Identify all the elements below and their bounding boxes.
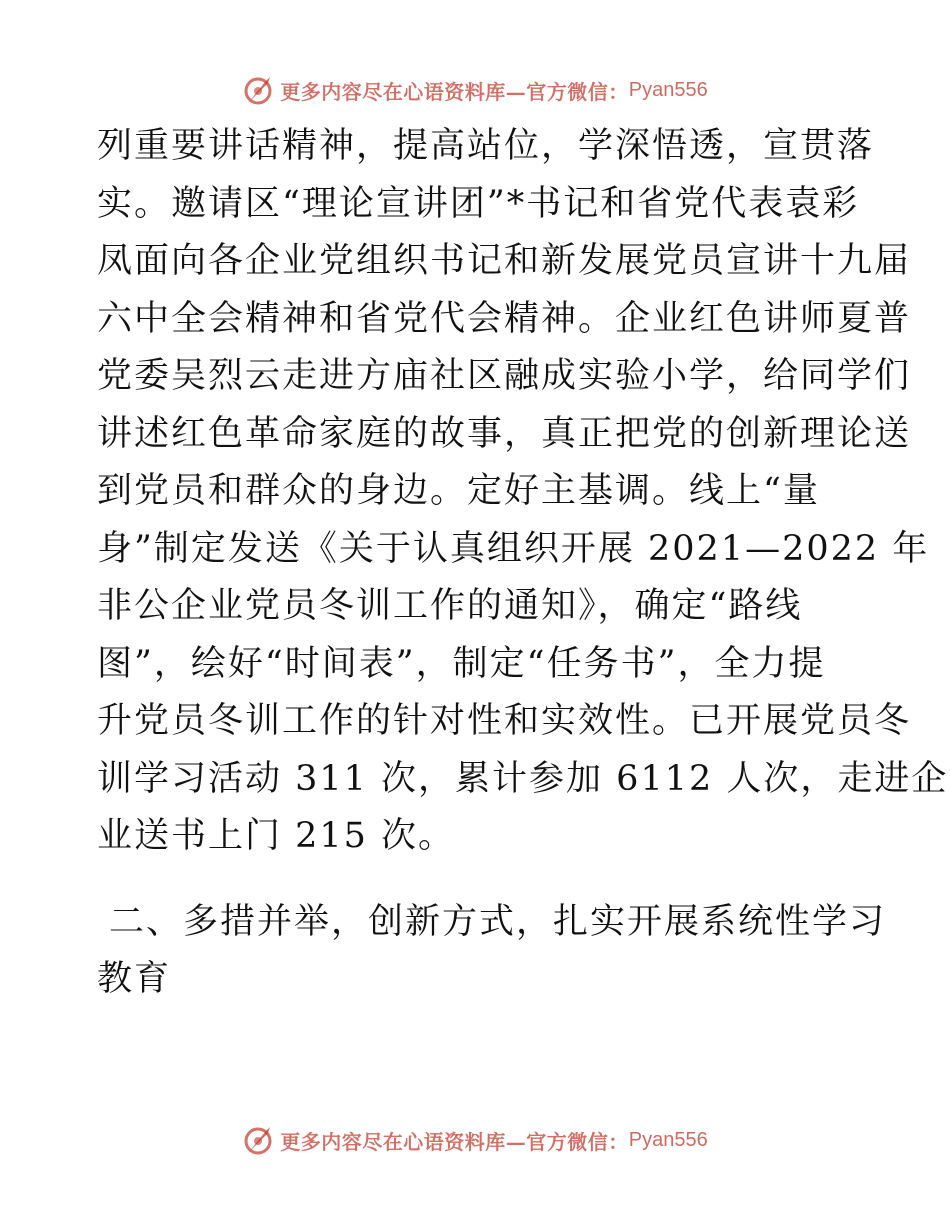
quill-logo-icon: [242, 1123, 276, 1157]
paragraph-line: 党委吴烈云走进方庙社区融成实验小学，给同学们: [97, 356, 912, 396]
watermark-text: 更多内容尽在心语资料库—官方微信：: [280, 1129, 629, 1154]
heading-line: 教育: [97, 959, 172, 999]
paragraph: [97, 118, 949, 866]
paragraph-line: 升党员冬训工作的针对性和实效性。已开展党员冬: [97, 701, 912, 741]
document-body: [97, 118, 949, 1009]
paragraph-line: 到党员和群众的身边。定好主基调。线上“量: [97, 471, 820, 511]
watermark-footer: [0, 1122, 950, 1158]
paragraph-line: 实。邀请区“理论宣讲团”*书记和省党代表袁彩: [97, 183, 860, 224]
paragraph-line: 非公企业党员冬训工作的通知》，确定“路线: [97, 586, 803, 626]
paragraph-line: 图”，绘好“时间表”，制定“任务书”，全力提: [97, 643, 826, 684]
section-heading: [97, 894, 887, 1009]
paragraph-line: 六中全会精神和省党代会精神。企业红色讲师夏普: [97, 298, 912, 339]
watermark-header: [0, 72, 950, 108]
watermark-wechat-id: Pyan556: [628, 1128, 708, 1151]
paragraph-line: 列重要讲话精神，提高站位，学深悟透，宣贯落: [97, 126, 875, 166]
quill-logo-icon: [242, 73, 276, 107]
paragraph-line: 凤面向各企业党组织书记和新发展党员宣讲十九届: [97, 241, 912, 281]
paragraph-line: 训学习活动 311 次，累计参加 6112 人次，走进企: [97, 758, 949, 799]
heading-line: 二、多措并举，创新方式，扎实开展系统性学习: [109, 901, 887, 942]
paragraph-line: 业送书上门 215 次。: [97, 816, 456, 856]
watermark-wechat-id: Pyan556: [628, 78, 708, 101]
watermark-text: 更多内容尽在心语资料库—官方微信：: [280, 79, 629, 104]
paragraph-line: 讲述红色革命家庭的故事，真正把党的创新理论送: [97, 413, 912, 454]
paragraph-line: 身”制定发送《关于认真组织开展 2021—2022 年: [97, 528, 930, 569]
